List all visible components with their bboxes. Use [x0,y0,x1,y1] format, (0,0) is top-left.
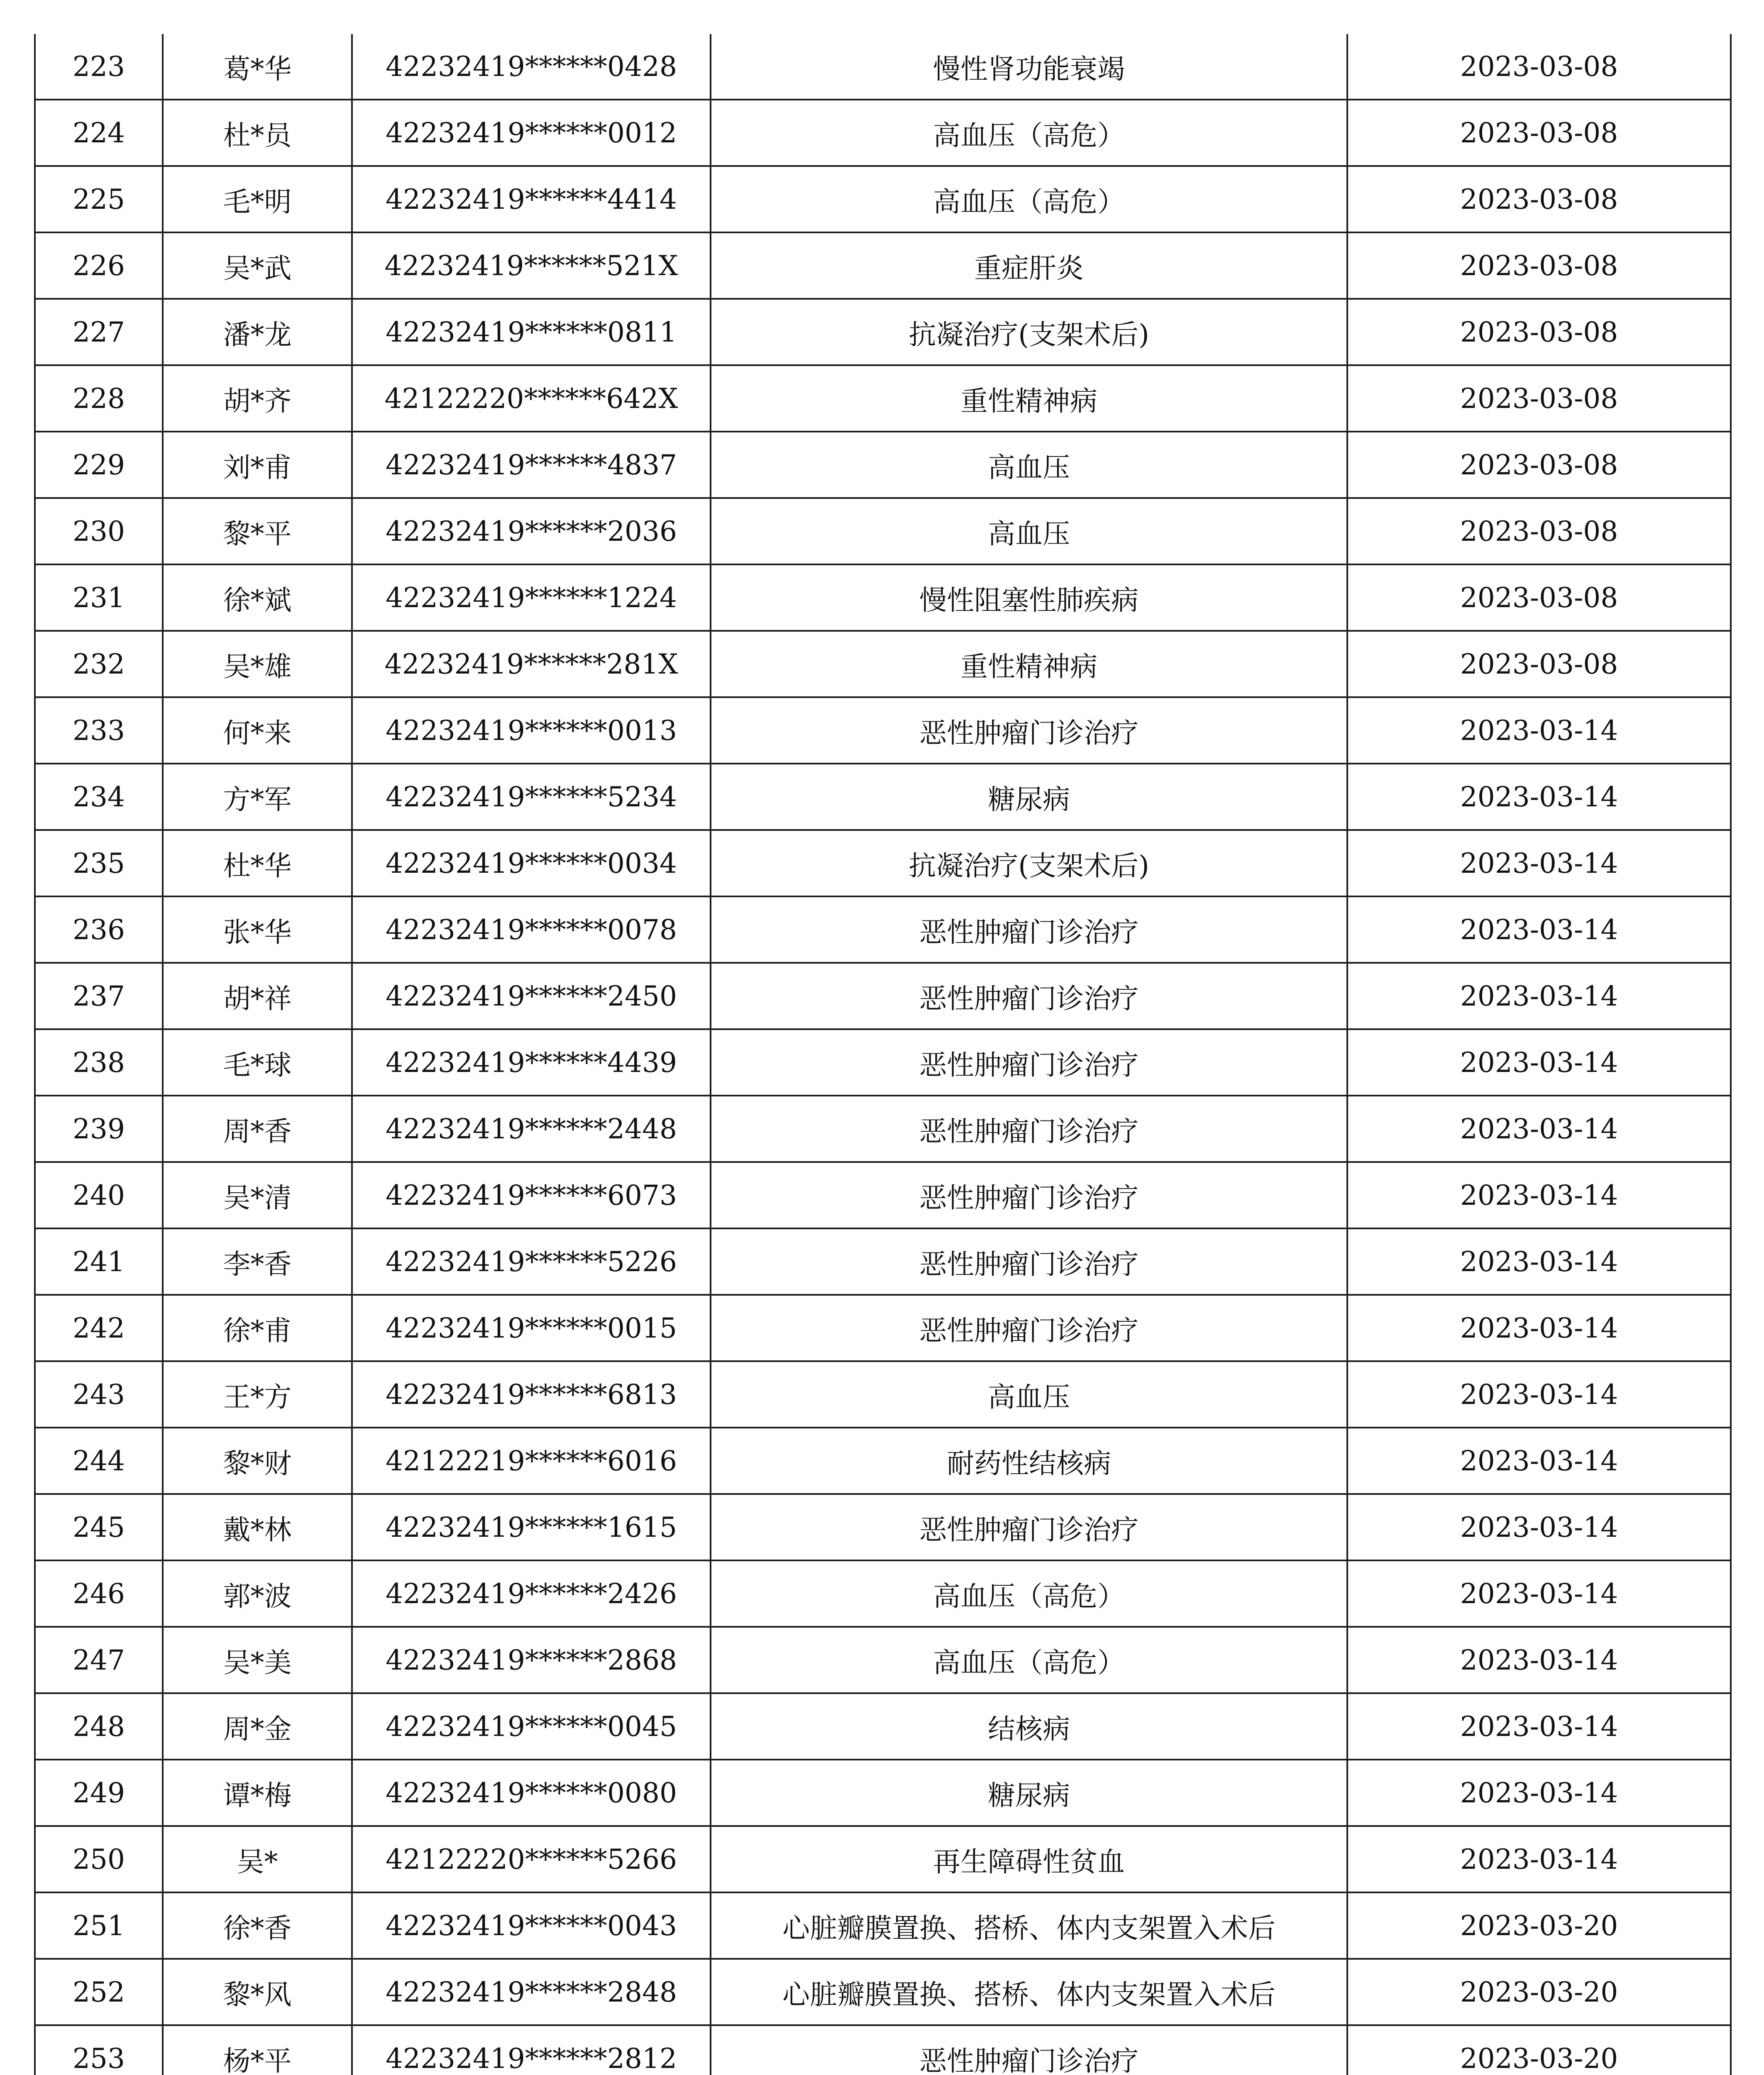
disease-cell: 高血压 [711,498,1347,564]
row-number-cell: 235 [35,830,163,896]
id-number-cell: 42232419******0015 [352,1295,711,1361]
disease-cell: 心脏瓣膜置换、搭桥、体内支架置入术后 [711,1892,1347,1959]
row-number-cell: 234 [35,764,163,830]
row-number-cell: 252 [35,1959,163,2025]
disease-cell: 恶性肿瘤门诊治疗 [711,1228,1347,1295]
patient-name-cell: 胡*祥 [163,963,352,1029]
id-number-cell: 42232419******2426 [352,1560,711,1627]
row-number-cell: 227 [35,299,163,365]
table-row [35,365,1731,432]
id-number-cell: 42232419******6073 [352,1162,711,1228]
table-row [35,764,1731,830]
id-number-cell: 42232419******4414 [352,166,711,232]
id-number-cell: 42232419******1615 [352,1494,711,1560]
date-cell: 2023-03-14 [1347,1760,1731,1826]
disease-cell: 高血压（高危） [711,1627,1347,1693]
table-row [35,1428,1731,1494]
date-cell: 2023-03-14 [1347,764,1731,830]
patient-name-cell: 周*香 [163,1096,352,1162]
patient-name-cell: 吴*美 [163,1627,352,1693]
row-number-cell: 225 [35,166,163,232]
patient-name-cell: 吴*清 [163,1162,352,1228]
table-row [35,100,1731,166]
table-row [35,564,1731,631]
id-number-cell: 42232419******0080 [352,1760,711,1826]
id-number-cell: 42232419******2848 [352,1959,711,2025]
row-number-cell: 224 [35,100,163,166]
patient-table [34,34,1732,2075]
table-row [35,232,1731,299]
id-number-cell: 42122219******6016 [352,1428,711,1494]
date-cell: 2023-03-14 [1347,1693,1731,1760]
row-number-cell: 243 [35,1361,163,1428]
patient-name-cell: 李*香 [163,1228,352,1295]
date-cell: 2023-03-14 [1347,1826,1731,1892]
date-cell: 2023-03-14 [1347,1029,1731,1096]
patient-name-cell: 吴*武 [163,232,352,299]
disease-cell: 糖尿病 [711,764,1347,830]
id-number-cell: 42232419******6813 [352,1361,711,1428]
disease-cell: 重症肝炎 [711,232,1347,299]
patient-name-cell: 戴*林 [163,1494,352,1560]
date-cell: 2023-03-14 [1347,896,1731,963]
row-number-cell: 246 [35,1560,163,1627]
patient-table-body [35,34,1731,2075]
row-number-cell: 238 [35,1029,163,1096]
table-row [35,498,1731,564]
row-number-cell: 253 [35,2025,163,2075]
disease-cell: 恶性肿瘤门诊治疗 [711,697,1347,764]
date-cell: 2023-03-14 [1347,1295,1731,1361]
disease-cell: 高血压 [711,1361,1347,1428]
disease-cell: 高血压（高危） [711,1560,1347,1627]
patient-name-cell: 黎*平 [163,498,352,564]
row-number-cell: 241 [35,1228,163,1295]
date-cell: 2023-03-14 [1347,1162,1731,1228]
disease-cell: 慢性阻塞性肺疾病 [711,564,1347,631]
table-row [35,963,1731,1029]
disease-cell: 糖尿病 [711,1760,1347,1826]
row-number-cell: 230 [35,498,163,564]
date-cell: 2023-03-08 [1347,166,1731,232]
table-row [35,299,1731,365]
patient-name-cell: 徐*甫 [163,1295,352,1361]
disease-cell: 慢性肾功能衰竭 [711,34,1347,100]
id-number-cell: 42122220******642X [352,365,711,432]
id-number-cell: 42232419******0078 [352,896,711,963]
disease-cell: 恶性肿瘤门诊治疗 [711,896,1347,963]
id-number-cell: 42232419******5226 [352,1228,711,1295]
row-number-cell: 226 [35,232,163,299]
patient-name-cell: 周*金 [163,1693,352,1760]
id-number-cell: 42232419******0013 [352,697,711,764]
date-cell: 2023-03-14 [1347,1627,1731,1693]
row-number-cell: 248 [35,1693,163,1760]
date-cell: 2023-03-14 [1347,1096,1731,1162]
row-number-cell: 232 [35,631,163,697]
date-cell: 2023-03-14 [1347,1428,1731,1494]
disease-cell: 再生障碍性贫血 [711,1826,1347,1892]
date-cell: 2023-03-20 [1347,2025,1731,2075]
row-number-cell: 233 [35,697,163,764]
table-row [35,1826,1731,1892]
row-number-cell: 240 [35,1162,163,1228]
table-row [35,830,1731,896]
date-cell: 2023-03-08 [1347,631,1731,697]
table-row [35,1760,1731,1826]
date-cell: 2023-03-14 [1347,1560,1731,1627]
date-cell: 2023-03-14 [1347,1228,1731,1295]
patient-name-cell: 黎*风 [163,1959,352,2025]
patient-name-cell: 葛*华 [163,34,352,100]
patient-name-cell: 郭*波 [163,1560,352,1627]
id-number-cell: 42232419******281X [352,631,711,697]
row-number-cell: 242 [35,1295,163,1361]
disease-cell: 恶性肿瘤门诊治疗 [711,1162,1347,1228]
disease-cell: 高血压（高危） [711,100,1347,166]
disease-cell: 恶性肿瘤门诊治疗 [711,1096,1347,1162]
table-row [35,2025,1731,2075]
id-number-cell: 42232419******4837 [352,432,711,498]
row-number-cell: 251 [35,1892,163,1959]
patient-name-cell: 谭*梅 [163,1760,352,1826]
id-number-cell: 42232419******2448 [352,1096,711,1162]
disease-cell: 恶性肿瘤门诊治疗 [711,1295,1347,1361]
disease-cell: 抗凝治疗(支架术后) [711,299,1347,365]
disease-cell: 恶性肿瘤门诊治疗 [711,1029,1347,1096]
patient-name-cell: 张*华 [163,896,352,963]
table-row [35,1228,1731,1295]
table-row [35,896,1731,963]
row-number-cell: 245 [35,1494,163,1560]
date-cell: 2023-03-14 [1347,963,1731,1029]
id-number-cell: 42232419******2868 [352,1627,711,1693]
patient-name-cell: 方*军 [163,764,352,830]
patient-name-cell: 杜*华 [163,830,352,896]
disease-cell: 心脏瓣膜置换、搭桥、体内支架置入术后 [711,1959,1347,2025]
id-number-cell: 42232419******4439 [352,1029,711,1096]
table-row [35,1693,1731,1760]
table-row [35,1494,1731,1560]
table-row [35,166,1731,232]
id-number-cell: 42122220******5266 [352,1826,711,1892]
date-cell: 2023-03-20 [1347,1959,1731,2025]
table-row [35,631,1731,697]
disease-cell: 抗凝治疗(支架术后) [711,830,1347,896]
row-number-cell: 231 [35,564,163,631]
disease-cell: 结核病 [711,1693,1347,1760]
table-row [35,1627,1731,1693]
table-row [35,697,1731,764]
disease-cell: 重性精神病 [711,365,1347,432]
patient-name-cell: 徐*香 [163,1892,352,1959]
table-row [35,1959,1731,2025]
row-number-cell: 250 [35,1826,163,1892]
row-number-cell: 223 [35,34,163,100]
patient-name-cell: 毛*明 [163,166,352,232]
table-row [35,1029,1731,1096]
disease-cell: 恶性肿瘤门诊治疗 [711,963,1347,1029]
patient-name-cell: 毛*球 [163,1029,352,1096]
patient-name-cell: 潘*龙 [163,299,352,365]
id-number-cell: 42232419******0045 [352,1693,711,1760]
id-number-cell: 42232419******521X [352,232,711,299]
disease-cell: 恶性肿瘤门诊治疗 [711,2025,1347,2075]
disease-cell: 耐药性结核病 [711,1428,1347,1494]
id-number-cell: 42232419******0012 [352,100,711,166]
date-cell: 2023-03-14 [1347,1361,1731,1428]
id-number-cell: 42232419******0043 [352,1892,711,1959]
table-row [35,1096,1731,1162]
id-number-cell: 42232419******1224 [352,564,711,631]
disease-cell: 恶性肿瘤门诊治疗 [711,1494,1347,1560]
date-cell: 2023-03-08 [1347,564,1731,631]
patient-name-cell: 胡*齐 [163,365,352,432]
table-row [35,1361,1731,1428]
table-row [35,1560,1731,1627]
date-cell: 2023-03-14 [1347,830,1731,896]
table-row [35,34,1731,100]
patient-name-cell: 何*来 [163,697,352,764]
patient-name-cell: 吴* [163,1826,352,1892]
row-number-cell: 244 [35,1428,163,1494]
id-number-cell: 42232419******5234 [352,764,711,830]
date-cell: 2023-03-08 [1347,432,1731,498]
row-number-cell: 239 [35,1096,163,1162]
patient-name-cell: 黎*财 [163,1428,352,1494]
disease-cell: 重性精神病 [711,631,1347,697]
row-number-cell: 229 [35,432,163,498]
patient-name-cell: 吴*雄 [163,631,352,697]
row-number-cell: 237 [35,963,163,1029]
id-number-cell: 42232419******2812 [352,2025,711,2075]
date-cell: 2023-03-08 [1347,365,1731,432]
patient-name-cell: 杜*员 [163,100,352,166]
disease-cell: 高血压（高危） [711,166,1347,232]
row-number-cell: 236 [35,896,163,963]
id-number-cell: 42232419******0811 [352,299,711,365]
id-number-cell: 42232419******0428 [352,34,711,100]
table-row [35,432,1731,498]
date-cell: 2023-03-08 [1347,498,1731,564]
patient-name-cell: 王*方 [163,1361,352,1428]
row-number-cell: 247 [35,1627,163,1693]
date-cell: 2023-03-08 [1347,232,1731,299]
id-number-cell: 42232419******2036 [352,498,711,564]
disease-cell: 高血压 [711,432,1347,498]
patient-name-cell: 徐*斌 [163,564,352,631]
date-cell: 2023-03-08 [1347,100,1731,166]
id-number-cell: 42232419******0034 [352,830,711,896]
patient-name-cell: 杨*平 [163,2025,352,2075]
date-cell: 2023-03-08 [1347,299,1731,365]
table-row [35,1892,1731,1959]
date-cell: 2023-03-14 [1347,697,1731,764]
row-number-cell: 228 [35,365,163,432]
patient-name-cell: 刘*甫 [163,432,352,498]
date-cell: 2023-03-14 [1347,1494,1731,1560]
date-cell: 2023-03-20 [1347,1892,1731,1959]
row-number-cell: 249 [35,1760,163,1826]
table-row [35,1162,1731,1228]
table-row [35,1295,1731,1361]
id-number-cell: 42232419******2450 [352,963,711,1029]
date-cell: 2023-03-08 [1347,34,1731,100]
